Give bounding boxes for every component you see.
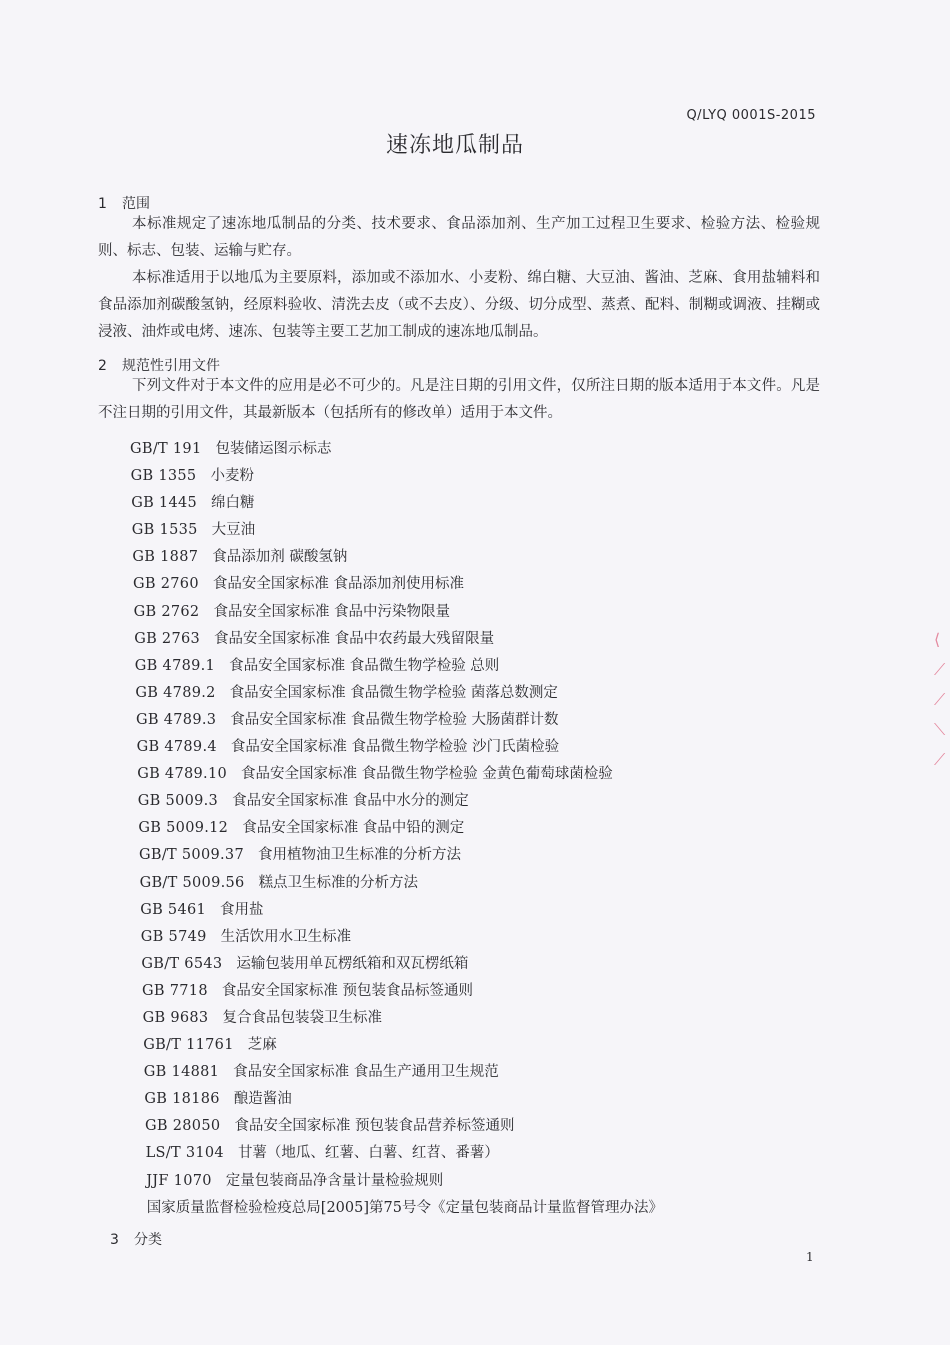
reference-item xyxy=(137,761,663,788)
section-2-heading xyxy=(98,355,220,375)
reference-code: GB/T 191 xyxy=(130,441,202,457)
references-intro-paragraph: 下列文件对于本文件的应用是必不可少的。凡是注日期的引用文件，仅所注日期的版本适用于本文件。凡是不注日期的引用文件，其最新版本（包括所有的修改单）适用于本文件。 xyxy=(98,378,820,421)
reference-title: 定量包装商品净含量计量检验规则 xyxy=(225,1172,444,1189)
reference-item xyxy=(141,951,663,978)
reference-item xyxy=(137,734,663,761)
reference-title: 运输包装用单瓦楞纸箱和双瓦楞纸箱 xyxy=(236,955,469,972)
reference-code: GB/T 6543 xyxy=(141,955,223,972)
reference-title: 酿造酱油 xyxy=(233,1091,292,1108)
reference-code: GB 9683 xyxy=(142,1009,209,1026)
reference-title: 生活饮用水卫生标准 xyxy=(220,928,352,945)
reference-title: 复合食品包装袋卫生标准 xyxy=(222,1009,382,1026)
reference-item xyxy=(139,842,663,869)
scope-paragraph-1: 本标准规定了速冻地瓜制品的分类、技术要求、食品添加剂、生产加工过程卫生要求、检验方法、检验规则、标志、包装、运输与贮存。 xyxy=(98,216,820,259)
section-number: 1 xyxy=(98,196,107,212)
section-number: 3 xyxy=(110,1232,119,1248)
reference-title: 食用植物油卫生标准的分析方法 xyxy=(257,847,461,864)
reference-title: 食品安全国家标准 预包装食品营养标签通则 xyxy=(234,1118,515,1135)
reference-code: GB 4789.4 xyxy=(136,739,217,756)
reference-code: GB 14881 xyxy=(143,1064,220,1081)
reference-title: 包装储运图示标志 xyxy=(215,441,332,457)
reference-item xyxy=(130,436,663,463)
reference-code: GB 5009.3 xyxy=(137,793,219,810)
reference-item xyxy=(136,707,663,734)
reference-code: GB/T 5009.56 xyxy=(139,874,245,891)
reference-title: 食品安全国家标准 食品微生物学检验 总则 xyxy=(229,657,500,674)
reference-code: GB 2763 xyxy=(134,630,201,647)
reference-item xyxy=(146,1140,663,1167)
section-title: 规范性引用文件 xyxy=(122,358,220,374)
reference-item xyxy=(140,870,663,897)
reference-code: GB 5749 xyxy=(140,928,207,945)
reference-title: 食品安全国家标准 食品中污染物限量 xyxy=(213,603,451,620)
reference-title: 国家质量监督检验检疫总局[2005]第75号令《定量包装商品计量监督管理办法》 xyxy=(146,1199,663,1216)
reference-code: GB 28050 xyxy=(145,1118,221,1135)
reference-title: 食品安全国家标准 食品中铅的测定 xyxy=(242,820,465,837)
reference-title: 食品安全国家标准 食品添加剂使用标准 xyxy=(212,576,464,593)
reference-code: GB/T 5009.37 xyxy=(139,847,244,864)
section-3-heading xyxy=(110,1229,162,1249)
reference-code: GB/T 11761 xyxy=(143,1037,234,1054)
reference-title: 绵白糖 xyxy=(211,495,255,512)
reference-title: 食品添加剂 碳酸氢钠 xyxy=(212,549,348,566)
reference-item xyxy=(147,1195,663,1222)
reference-item xyxy=(135,653,663,680)
reference-item xyxy=(143,1005,663,1032)
reference-item xyxy=(133,571,663,598)
reference-title: 甘薯（地瓜、红薯、白薯、红苕、番薯） xyxy=(237,1145,499,1162)
reference-item xyxy=(142,978,663,1005)
section-title: 分类 xyxy=(134,1232,162,1248)
reference-item xyxy=(134,626,663,653)
reference-title: 食品安全国家标准 食品微生物学检验 大肠菌群计数 xyxy=(230,711,559,728)
reference-code: GB 4789.2 xyxy=(135,684,216,701)
reference-title: 小麦粉 xyxy=(210,468,254,485)
reference-item xyxy=(144,1086,663,1113)
red-stamp-edge: ⟨ ⟋ ⟋ ⟍ ⟋ xyxy=(934,630,946,769)
normative-references-list xyxy=(130,436,663,1222)
reference-item xyxy=(131,490,663,517)
reference-code: GB 18186 xyxy=(144,1091,220,1108)
reference-title: 食品安全国家标准 食品微生物学检验 金黄色葡萄球菌检验 xyxy=(241,766,613,783)
document-title: 速冻地瓜制品 xyxy=(385,133,524,158)
reference-item xyxy=(145,1113,663,1140)
reference-item xyxy=(140,897,663,924)
reference-title: 食用盐 xyxy=(220,901,264,918)
reference-item xyxy=(138,815,663,842)
reference-code: JJF 1070 xyxy=(146,1172,212,1189)
scope-paragraph-2: 本标准适用于以地瓜为主要原料，添加或不添加水、小麦粉、绵白糖、大豆油、酱油、芝麻、食用盐辅料和食品添加剂碳酸氢钠，经原料验收、清洗去皮（或不去皮）、分级、切分成型、蒸煮、配料、制糊或调液、挂糊或浸液、油炸或电烤、速冻、包装等主要工艺加工制成的速冻地瓜制品。 xyxy=(98,270,820,340)
reference-item xyxy=(144,1059,663,1086)
reference-item xyxy=(131,463,663,490)
reference-code: GB 1887 xyxy=(132,549,199,566)
reference-code: GB 1535 xyxy=(131,522,198,539)
reference-title: 食品安全国家标准 食品微生物学检验 沙门氏菌检验 xyxy=(230,739,560,756)
reference-item xyxy=(138,788,663,815)
section-number: 2 xyxy=(98,358,107,374)
reference-title: 食品安全国家标准 食品中水分的测定 xyxy=(232,793,469,810)
reference-item xyxy=(134,599,663,626)
reference-title: 糕点卫生标准的分析方法 xyxy=(258,874,419,891)
reference-item xyxy=(143,1032,663,1059)
reference-code: GB 4789.3 xyxy=(136,711,217,728)
section-1-heading xyxy=(98,193,150,213)
reference-code: GB 5009.12 xyxy=(138,820,229,837)
reference-code: LS/T 3104 xyxy=(145,1145,224,1162)
reference-code: GB 2760 xyxy=(133,576,199,593)
reference-code: GB 2762 xyxy=(133,603,200,620)
reference-title: 食品安全国家标准 预包装食品标签通则 xyxy=(221,982,473,999)
reference-code: GB 4789.10 xyxy=(137,766,227,783)
reference-item xyxy=(146,1168,663,1195)
page-number: 1 xyxy=(806,1250,814,1264)
reference-item xyxy=(141,924,663,951)
reference-title: 芝麻 xyxy=(247,1037,277,1054)
reference-title: 大豆油 xyxy=(211,522,256,539)
reference-code: GB 1445 xyxy=(131,495,198,512)
reference-code: GB 4789.1 xyxy=(134,657,216,674)
reference-item xyxy=(135,680,663,707)
document-code: Q/LYQ 0001S-2015 xyxy=(686,108,816,123)
reference-item xyxy=(132,544,663,571)
reference-title: 食品安全国家标准 食品生产通用卫生规范 xyxy=(233,1064,499,1081)
reference-title: 食品安全国家标准 食品微生物学检验 菌落总数测定 xyxy=(229,684,558,701)
reference-item xyxy=(132,517,663,544)
reference-code: GB 5461 xyxy=(140,901,207,918)
reference-title: 食品安全国家标准 食品中农药最大残留限量 xyxy=(214,630,495,647)
section-title: 范围 xyxy=(122,196,150,212)
reference-code: GB 1355 xyxy=(130,468,197,485)
reference-code: GB 7718 xyxy=(142,982,208,999)
